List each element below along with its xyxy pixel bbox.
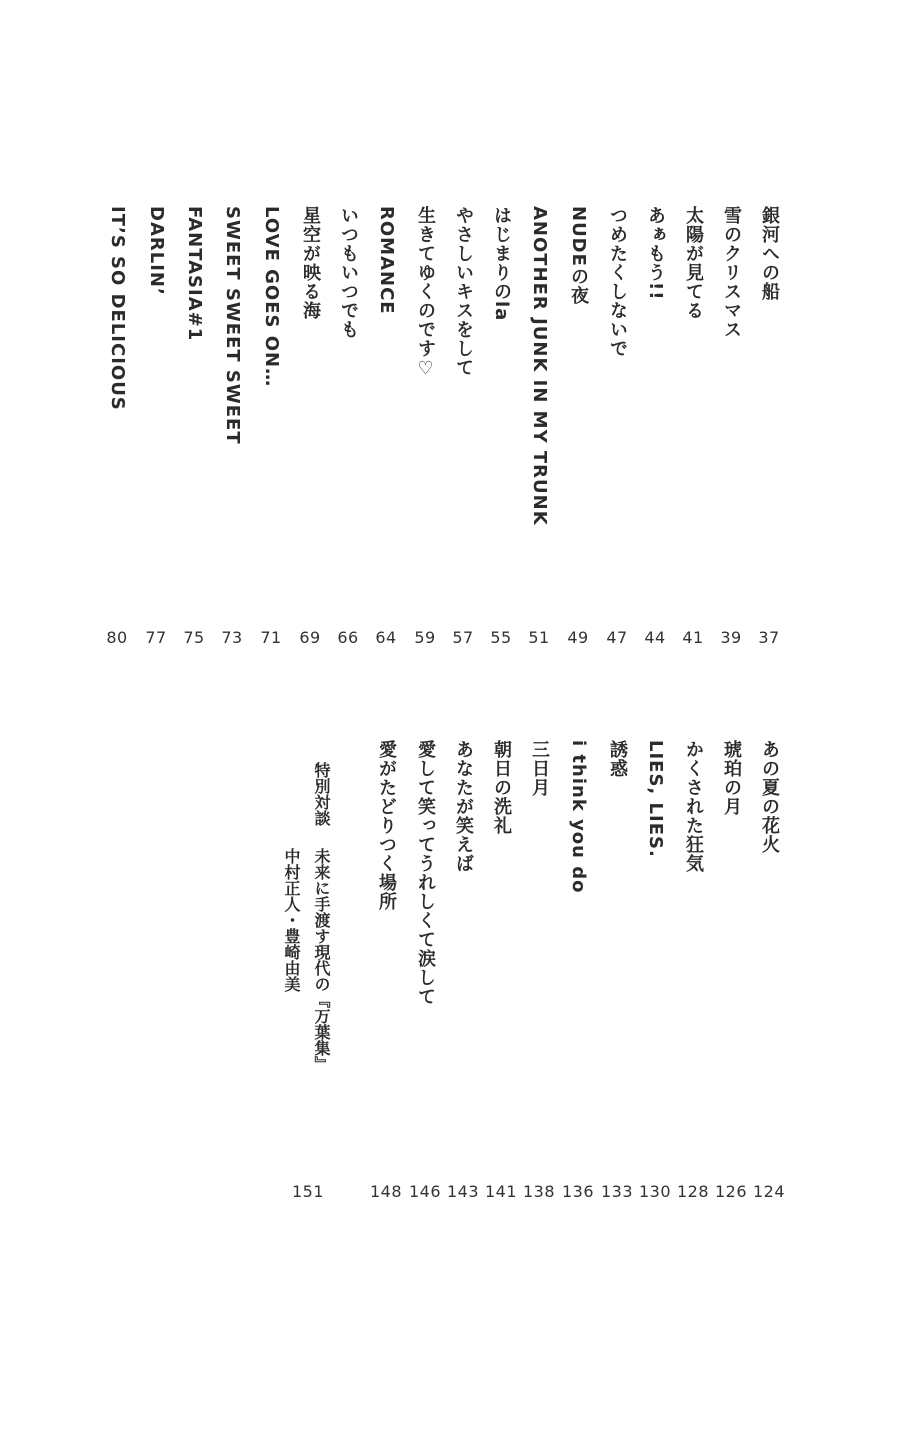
toc-entry-page: 126: [714, 1182, 748, 1201]
toc-entry-page: 59: [414, 628, 436, 647]
toc-entry-title: i think you do: [568, 740, 589, 894]
dialogue-label: 特別対談: [312, 762, 331, 826]
toc-entry-title: 生きてゆくのです♡: [415, 206, 436, 380]
toc-entry-title: 朝日の洗礼: [491, 740, 512, 835]
toc-entry-title: FANTASIA#1: [184, 206, 205, 342]
toc-entry-page: 69: [299, 628, 321, 647]
toc-entry-page: 57: [452, 628, 474, 647]
toc-entry-title: いつもいつでも: [338, 206, 359, 339]
toc-entry-page: 143: [446, 1182, 480, 1201]
toc-entry-page: 37: [758, 628, 780, 647]
toc-entry-page: 136: [561, 1182, 595, 1201]
toc-entry-title: やさしいキスをして: [453, 206, 474, 377]
toc-entry-title: ROMANCE: [376, 206, 397, 315]
toc-entry-title: はじまりのla: [491, 206, 512, 322]
toc-entry-title: LOVE GOES ON…: [261, 206, 282, 388]
toc-entry-page: 39: [720, 628, 742, 647]
toc-entry-page: 148: [369, 1182, 403, 1201]
toc-entry-title: 星空が映る海: [300, 206, 321, 320]
toc-entry-page: 141: [484, 1182, 518, 1201]
dialogue-title: 未来に手渡す現代の『万葉集』: [312, 848, 331, 1072]
toc-entry-page: 128: [676, 1182, 710, 1201]
toc-entry-page: 77: [145, 628, 167, 647]
toc-entry-title: IT’S SO DELICIOUS: [107, 206, 128, 411]
dialogue-page: 151: [291, 1182, 325, 1201]
toc-entry-title: 誘惑: [607, 740, 628, 778]
toc-entry-page: 75: [183, 628, 205, 647]
toc-entry-page: 44: [644, 628, 666, 647]
toc-entry-title: あなたが笑えば: [453, 740, 474, 873]
toc-entry-title: かくされた狂気: [683, 740, 704, 873]
dialogue-names: 中村正人・豊崎由美: [282, 848, 301, 992]
toc-entry-title: 銀河への船: [759, 206, 780, 301]
toc-entry-title: あぁもう!!: [645, 206, 666, 301]
toc-entry-title: DARLIN’: [146, 206, 167, 296]
toc-entry-page: 41: [682, 628, 704, 647]
toc-entry-page: 51: [528, 628, 550, 647]
toc-entry-title: ANOTHER JUNK IN MY TRUNK: [529, 206, 550, 526]
toc-entry-page: 124: [752, 1182, 786, 1201]
toc-entry-page: 66: [337, 628, 359, 647]
toc-entry-page: 146: [408, 1182, 442, 1201]
toc-entry-title: 雪のクリスマス: [721, 206, 742, 339]
toc-entry-page: 64: [375, 628, 397, 647]
toc-entry-title: あの夏の花火: [759, 740, 780, 854]
toc-entry-title: SWEET SWEET SWEET: [222, 206, 243, 445]
toc-entry-title: NUDEの夜: [568, 206, 589, 305]
toc-entry-title: 愛がたどりつく場所: [376, 740, 397, 911]
toc-entry-page: 138: [522, 1182, 556, 1201]
toc-entry-page: 80: [106, 628, 128, 647]
toc-entry-page: 71: [260, 628, 282, 647]
toc-entry-page: 49: [567, 628, 589, 647]
toc-entry-page: 55: [490, 628, 512, 647]
toc-entry-page: 130: [638, 1182, 672, 1201]
toc-entry-page: 47: [606, 628, 628, 647]
toc-entry-title: 愛して笑ってうれしくて涙して: [415, 740, 436, 1006]
toc-entry-title: 太陽が見てる: [683, 206, 704, 320]
toc-entry-title: 琥珀の月: [721, 740, 742, 816]
toc-entry-page: 133: [600, 1182, 634, 1201]
toc-entry-title: LIES, LIES.: [645, 740, 666, 858]
toc-entry-page: 73: [221, 628, 243, 647]
toc-entry-title: つめたくしないで: [607, 206, 628, 358]
toc-entry-title: 三日月: [529, 740, 550, 797]
